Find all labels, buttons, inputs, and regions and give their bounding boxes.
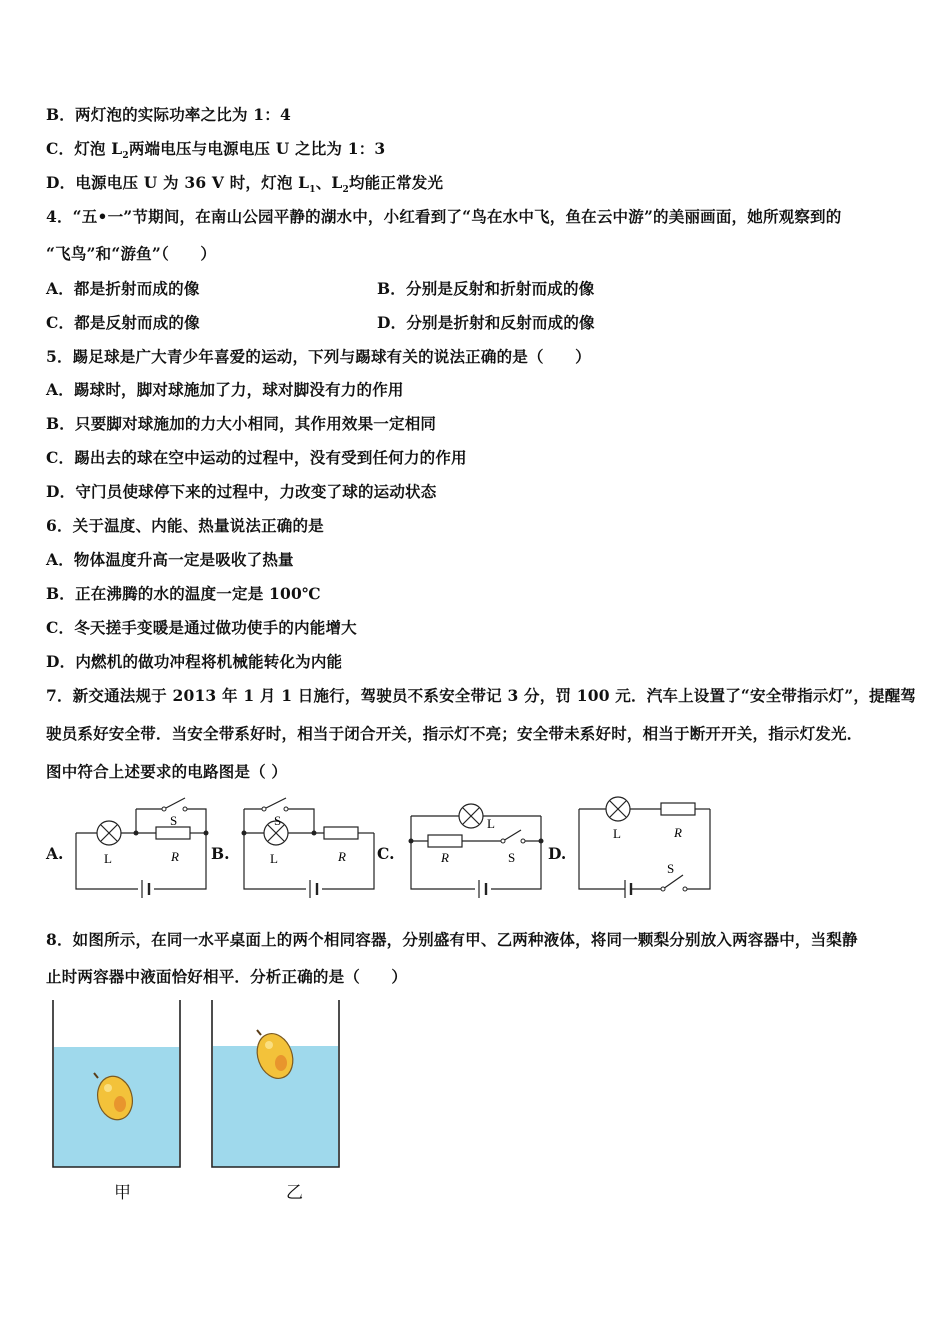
q5-option-c: C．踢出去的球在空中运动的过程中，没有受到任何力的作用 (46, 448, 467, 467)
resistor-icon (428, 835, 462, 847)
resistor-icon (661, 803, 695, 815)
q4-stem-line2: “飞鸟”和“游鱼”（ ） (46, 244, 217, 263)
lamp-label: L (104, 851, 112, 866)
q7-stem-line3: 图中符合上述要求的电路图是（ ） (46, 762, 288, 781)
lamp-icon (606, 797, 630, 821)
q3-option-d (46, 171, 443, 195)
q6-stem: 6．关于温度、内能、热量说法正确的是 (46, 516, 324, 535)
circuit-label-b: B. (211, 844, 230, 863)
lamp-label: L (270, 851, 278, 866)
q6-option-a: A．物体温度升高一定是吸收了热量 (46, 550, 294, 569)
container-label-yi: 乙 (286, 1183, 303, 1203)
q3-option-d-sub1: 1 (309, 185, 316, 196)
q4-stem-line1: 4．“五•一”节期间，在南山公园平静的湖水中，小红看到了“鸟在水中飞，鱼在云中游”的美丽画面，她所观察到的 (46, 207, 842, 226)
circuit-diagram-c (395, 790, 555, 904)
q4-option-d: D．分别是折射和反射而成的像 (377, 313, 595, 332)
q6-option-d: D．内燃机的做功冲程将机械能转化为内能 (46, 652, 343, 671)
circuit-diagram-a (60, 790, 220, 904)
circuit-diagram-d (565, 790, 725, 904)
q3-option-c-post: 两端电压与电源电压 U 之比为 1：3 (128, 139, 386, 158)
q4-option-c: C．都是反射而成的像 (46, 313, 200, 332)
q4-option-b: B．分别是反射和折射而成的像 (377, 279, 595, 298)
q5-stem: 5．踢足球是广大青少年喜爱的运动，下列与踢球有关的说法正确的是（ ） (46, 347, 591, 366)
circuit-label-c: C. (377, 844, 395, 863)
container-jia (50, 1000, 185, 1176)
q3-option-c (46, 137, 385, 161)
q5-option-a: A．踢球时，脚对球施加了力，球对脚没有力的作用 (46, 380, 404, 399)
q6-option-b: B．正在沸腾的水的温度一定是 100℃ (46, 584, 321, 603)
switch-label: S (274, 813, 282, 828)
q5-option-d: D．守门员使球停下来的过程中，力改变了球的运动状态 (46, 482, 437, 501)
lamp-icon (97, 821, 121, 845)
lamp-icon (459, 804, 483, 828)
q8-stem-line1: 8．如图所示，在同一水平桌面上的两个相同容器，分别盛有甲、乙两种液体，将同一颗梨分别放入两容器中，当梨静 (46, 930, 858, 949)
circuit-label-a: A. (46, 844, 64, 863)
switch-label: S (170, 813, 178, 828)
lamp-label: L (487, 816, 495, 831)
switch-label: S (667, 861, 675, 876)
resistor-label: R (674, 825, 682, 840)
container-label-jia: 甲 (114, 1183, 131, 1203)
q7-stem-line2: 驶员系好安全带．当安全带系好时，相当于闭合开关，指示灯不亮；安全带未系好时，相当于断开开关，指示灯发光． (46, 724, 863, 743)
q3-option-d-mid: 、L (315, 173, 343, 192)
circuit-diagram-b (228, 790, 388, 904)
q3-option-c-sub: 2 (122, 151, 129, 162)
q6-option-c: C．冬天搓手变暖是通过做功使手的内能增大 (46, 618, 357, 637)
q4-option-a: A．都是折射而成的像 (46, 279, 200, 298)
q3-option-b: B．两灯泡的实际功率之比为 1：4 (46, 105, 291, 124)
q3-option-d-pre: D．电源电压 U 为 36 V 时，灯泡 L (46, 173, 310, 192)
q7-stem-line1: 7．新交通法规于 2013 年 1 月 1 日施行，驾驶员不系安全带记 3 分，罚 100 元．汽车上设置了“安全带指示灯”，提醒驾 (46, 686, 917, 705)
q3-option-c-pre: C．灯泡 L (46, 139, 123, 158)
resistor-icon (324, 827, 358, 839)
q3-option-d-sub2: 2 (342, 185, 349, 196)
lamp-label: L (613, 826, 621, 841)
container-yi (209, 1000, 344, 1176)
resistor-label: R (171, 849, 179, 864)
q5-option-b: B．只要脚对球施加的力大小相同，其作用效果一定相同 (46, 414, 437, 433)
resistor-label: R (338, 849, 346, 864)
q8-stem-line2: 止时两容器中液面恰好相平．分析正确的是（ ） (46, 967, 408, 986)
q3-option-d-post: 均能正常发光 (348, 173, 444, 192)
circuit-label-d: D. (548, 844, 567, 863)
resistor-label: R (441, 850, 449, 865)
resistor-icon (156, 827, 190, 839)
switch-label: S (508, 850, 516, 865)
